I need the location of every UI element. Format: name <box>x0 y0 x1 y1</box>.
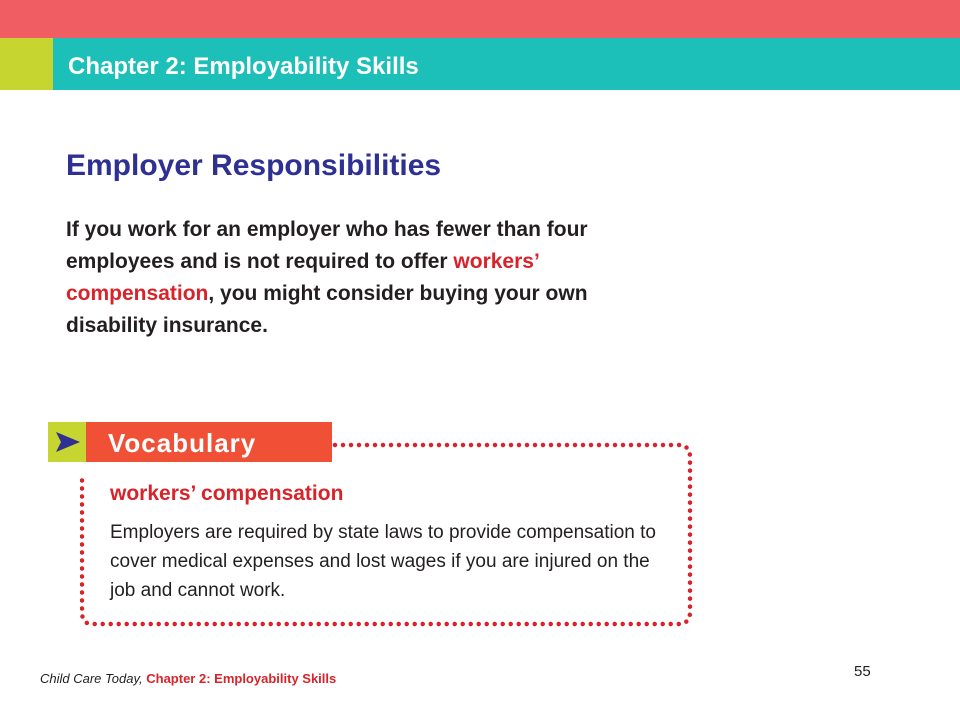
slide-title: Employer Responsibilities <box>66 149 442 182</box>
page-number: 55 <box>854 663 871 680</box>
header-accent-block <box>0 38 53 90</box>
body-paragraph <box>66 214 626 342</box>
footer-book-title: Child Care Today, <box>40 671 143 686</box>
vocabulary-label: Vocabulary <box>108 428 257 458</box>
arrow-right-icon <box>55 431 81 453</box>
chapter-title: Chapter 2: Employability Skills <box>68 53 419 80</box>
highlighted-term: workers’ compensation <box>66 250 539 305</box>
body-text-end: , you might consider buying your own disability insurance. <box>66 282 588 337</box>
vocabulary-term: workers’ compensation <box>110 482 344 505</box>
footer-citation <box>40 671 336 687</box>
vocabulary-arrow-box <box>48 422 86 462</box>
vocabulary-header <box>86 422 332 462</box>
vocabulary-definition: Employers are required by state laws to provide compensation to cover medical expenses and lost wages if you are injured on the job and cannot work. <box>110 522 656 601</box>
top-accent-band <box>0 0 960 38</box>
footer-chapter: Chapter 2: Employability Skills <box>146 671 337 686</box>
body-text-start: If you work for an employer who has fewer than four employees and is not required to offer <box>66 218 588 273</box>
